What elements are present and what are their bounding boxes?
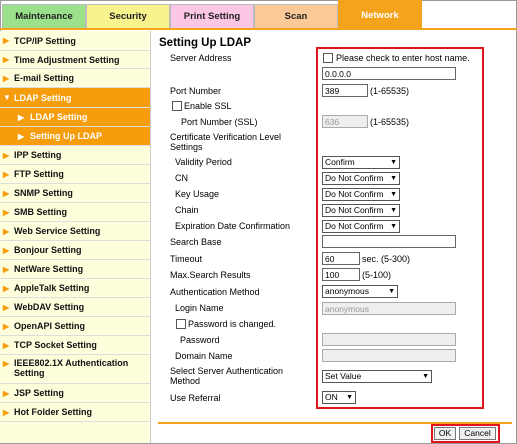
server-auth-select[interactable] xyxy=(322,370,432,383)
timeout-input[interactable] xyxy=(322,252,360,265)
login-name-label: Login Name xyxy=(175,303,224,313)
key-usage-label: Key Usage xyxy=(175,189,220,199)
sidebar-item-hot-folder[interactable] xyxy=(0,403,150,422)
use-referral-select[interactable] xyxy=(322,391,356,404)
sidebar-item-appletalk[interactable] xyxy=(0,279,150,298)
domain-name-label: Domain Name xyxy=(175,351,233,361)
tab-print-setting[interactable]: Print Setting xyxy=(170,4,254,28)
sidebar-item-tcp-socket[interactable] xyxy=(0,336,150,355)
key-usage-value: Do Not Confirm xyxy=(325,189,384,199)
chain-label: Chain xyxy=(175,205,199,215)
triangle-right-icon: ▶ xyxy=(3,189,10,198)
tab-maintenance[interactable]: Maintenance xyxy=(2,4,86,28)
max-search-input[interactable] xyxy=(322,268,360,281)
ok-button[interactable]: OK xyxy=(434,427,456,440)
chevron-down-icon: ▼ xyxy=(390,175,397,182)
sidebar-item-label: FTP Setting xyxy=(14,169,64,179)
search-base-label: Search Base xyxy=(170,237,222,247)
sidebar-item-snmp[interactable] xyxy=(0,184,150,203)
sidebar-item-label: Web Service Setting xyxy=(14,226,101,236)
sidebar-item-ieee8021x[interactable] xyxy=(0,355,150,384)
sidebar-item-label: AppleTalk Setting xyxy=(14,283,90,293)
triangle-right-icon: ▶ xyxy=(3,55,10,64)
cn-value: Do Not Confirm xyxy=(325,173,384,183)
timeout-unit: sec. (5-300) xyxy=(362,254,411,264)
port-number-ssl-input[interactable] xyxy=(322,115,368,128)
search-base-input[interactable] xyxy=(322,235,456,248)
chevron-down-icon: ▼ xyxy=(390,223,397,230)
sidebar-item-web-service[interactable] xyxy=(0,222,150,241)
triangle-right-icon: ▶ xyxy=(3,36,10,45)
tab-bar xyxy=(0,0,517,30)
cn-label: CN xyxy=(175,173,188,183)
sidebar-item-setting-up-ldap[interactable] xyxy=(0,127,150,146)
triangle-right-icon: ▶ xyxy=(3,359,10,368)
max-search-range: (5-100) xyxy=(362,270,392,280)
sidebar-item-netware[interactable] xyxy=(0,260,150,279)
triangle-right-icon: ▶ xyxy=(3,74,10,83)
tab-security[interactable]: Security xyxy=(86,4,170,28)
chevron-down-icon: ▼ xyxy=(388,288,395,295)
chain-value: Do Not Confirm xyxy=(325,205,384,215)
sidebar-item-email[interactable] xyxy=(0,69,150,88)
triangle-right-icon: ▶ xyxy=(18,113,25,122)
server-auth-label: Select Server Authentication Method xyxy=(170,366,284,386)
enable-ssl-checkbox[interactable] xyxy=(172,101,182,111)
login-name-input[interactable] xyxy=(322,302,456,315)
triangle-right-icon: ▶ xyxy=(3,151,10,160)
password-label: Password xyxy=(180,335,220,345)
chevron-down-icon: ▼ xyxy=(390,191,397,198)
host-name-checkbox[interactable] xyxy=(323,53,333,63)
sidebar-item-label: LDAP Setting xyxy=(30,112,88,122)
sidebar-item-label: WebDAV Setting xyxy=(14,302,85,312)
auth-method-value: anonymous xyxy=(325,286,369,296)
sidebar-item-webdav[interactable] xyxy=(0,298,150,317)
triangle-right-icon: ▶ xyxy=(3,170,10,179)
use-referral-label: Use Referral xyxy=(170,393,221,403)
sidebar-item-label: Setting Up LDAP xyxy=(30,131,102,141)
expiration-select[interactable] xyxy=(322,220,400,233)
sidebar xyxy=(0,31,151,443)
sidebar-item-label: Bonjour Setting xyxy=(14,245,82,255)
validity-period-select[interactable] xyxy=(322,156,400,169)
port-number-ssl-label: Port Number (SSL) xyxy=(181,117,258,127)
triangle-right-icon: ▶ xyxy=(3,389,10,398)
max-search-label: Max.Search Results xyxy=(170,270,251,280)
sidebar-item-jsp[interactable] xyxy=(0,384,150,403)
domain-name-input[interactable] xyxy=(322,349,456,362)
expiration-value: Do Not Confirm xyxy=(325,221,384,231)
sidebar-item-label: LDAP Setting xyxy=(14,93,72,103)
tab-scan[interactable]: Scan xyxy=(254,4,338,28)
sidebar-item-ipp[interactable] xyxy=(0,146,150,165)
server-auth-value: Set Value xyxy=(325,371,362,381)
password-changed-label: Password is changed. xyxy=(188,319,277,329)
enable-ssl-label: Enable SSL xyxy=(184,101,232,111)
sidebar-item-openapi[interactable] xyxy=(0,317,150,336)
timeout-label: Timeout xyxy=(170,254,203,264)
chain-select[interactable] xyxy=(322,204,400,217)
validity-period-label: Validity Period xyxy=(175,157,232,167)
port-number-label: Port Number xyxy=(170,86,222,96)
sidebar-item-label: TCP/IP Setting xyxy=(14,36,76,46)
sidebar-item-ldap-sub[interactable] xyxy=(0,108,150,127)
use-referral-value: ON xyxy=(325,392,338,402)
page-title: Setting Up LDAP xyxy=(159,37,251,49)
triangle-right-icon: ▶ xyxy=(3,284,10,293)
sidebar-item-label: Time Adjustment Setting xyxy=(14,55,120,65)
auth-method-select[interactable] xyxy=(322,285,398,298)
triangle-right-icon: ▶ xyxy=(3,246,10,255)
chevron-down-icon: ▼ xyxy=(346,394,353,401)
sidebar-item-label: TCP Socket Setting xyxy=(14,340,97,350)
triangle-right-icon: ▶ xyxy=(3,341,10,350)
server-address-label: Server Address xyxy=(170,53,232,63)
expiration-label: Expiration Date Confirmation xyxy=(175,221,291,231)
sidebar-item-label: OpenAPI Setting xyxy=(14,321,86,331)
tab-underline xyxy=(0,28,517,30)
sidebar-item-bonjour[interactable] xyxy=(0,241,150,260)
sidebar-item-label: SNMP Setting xyxy=(14,188,73,198)
auth-method-label: Authentication Method xyxy=(170,287,260,297)
triangle-right-icon: ▶ xyxy=(3,265,10,274)
password-input[interactable] xyxy=(322,333,456,346)
sidebar-item-label: JSP Setting xyxy=(14,388,64,398)
validity-period-value: Confirm xyxy=(325,157,355,167)
sidebar-item-tcpip[interactable] xyxy=(0,31,150,51)
key-usage-select[interactable] xyxy=(322,188,400,201)
server-address-input[interactable] xyxy=(322,67,456,80)
cn-select[interactable] xyxy=(322,172,400,185)
sidebar-item-label: Hot Folder Setting xyxy=(14,407,92,417)
port-number-input[interactable] xyxy=(322,84,368,97)
password-changed-checkbox[interactable] xyxy=(176,319,186,329)
triangle-right-icon: ▶ xyxy=(3,227,10,236)
port-number-range: (1-65535) xyxy=(370,86,410,96)
chevron-down-icon: ▼ xyxy=(422,373,429,380)
triangle-right-icon: ▶ xyxy=(3,408,10,417)
chevron-down-icon: ▼ xyxy=(390,207,397,214)
sidebar-item-label: E-mail Setting xyxy=(14,73,75,83)
triangle-right-icon: ▶ xyxy=(18,132,25,141)
host-name-check-label: Please check to enter host name. xyxy=(336,53,470,63)
tab-network[interactable]: Network xyxy=(338,0,422,30)
triangle-down-icon: ▼ xyxy=(3,93,11,102)
triangle-right-icon: ▶ xyxy=(3,322,10,331)
sidebar-item-label: NetWare Setting xyxy=(14,264,84,274)
sidebar-item-label: IEEE802.1X Authentication Setting xyxy=(14,358,129,378)
sidebar-item-label: SMB Setting xyxy=(14,207,67,217)
sidebar-item-ldap[interactable] xyxy=(0,88,150,108)
port-number-ssl-range: (1-65535) xyxy=(370,117,410,127)
sidebar-item-label: IPP Setting xyxy=(14,150,62,160)
triangle-right-icon: ▶ xyxy=(3,303,10,312)
triangle-right-icon: ▶ xyxy=(3,208,10,217)
cert-verification-label: Certificate Verification Level Settings xyxy=(170,132,282,152)
cancel-button[interactable]: Cancel xyxy=(459,427,496,440)
chevron-down-icon: ▼ xyxy=(390,159,397,166)
sidebar-item-ftp[interactable] xyxy=(0,165,150,184)
sidebar-item-smb[interactable] xyxy=(0,203,150,222)
sidebar-item-time-adjustment[interactable] xyxy=(0,51,150,69)
